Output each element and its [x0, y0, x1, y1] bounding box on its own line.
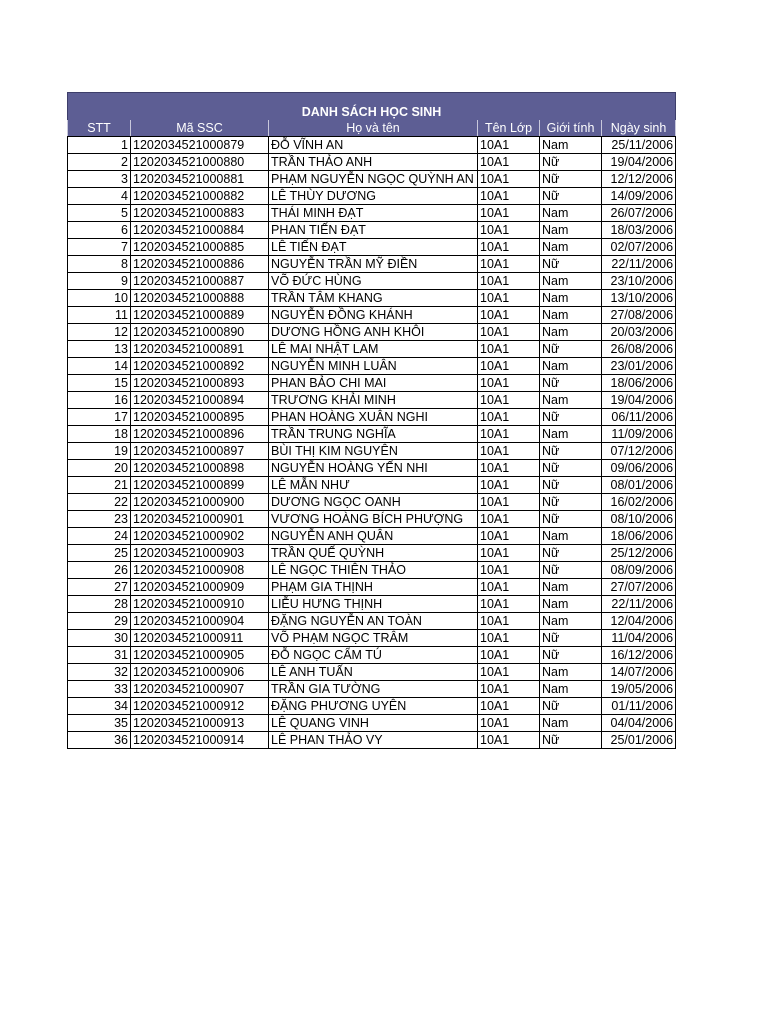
name-cell[interactable]: NGUYỄN ĐỒNG KHÁNH: [269, 307, 478, 324]
table-row: [68, 392, 676, 409]
table-row: [68, 341, 676, 358]
name-cell[interactable]: LÊ MẪN NHƯ: [269, 477, 478, 494]
class-cell[interactable]: 10A1: [478, 477, 540, 494]
gender-cell[interactable]: Nữ: [540, 154, 602, 171]
class-cell[interactable]: 10A1: [478, 358, 540, 375]
name-cell[interactable]: TRẦN THẢO ANH: [269, 154, 478, 171]
stt-cell[interactable]: 30: [68, 630, 131, 647]
name-cell[interactable]: TRẦN TÂM KHANG: [269, 290, 478, 307]
name-cell[interactable]: DƯƠNG HỒNG ANH KHÔI: [269, 324, 478, 341]
stt-cell[interactable]: 10: [68, 290, 131, 307]
birthdate-cell[interactable]: 22/11/2006: [602, 596, 676, 613]
stt-cell[interactable]: 2: [68, 154, 131, 171]
name-cell[interactable]: DƯƠNG NGỌC OANH: [269, 494, 478, 511]
class-cell[interactable]: 10A1: [478, 630, 540, 647]
ma-ssc-cell[interactable]: 1202034521000893: [131, 375, 269, 392]
stt-cell[interactable]: 32: [68, 664, 131, 681]
class-cell[interactable]: 10A1: [478, 256, 540, 273]
class-cell[interactable]: 10A1: [478, 375, 540, 392]
ma-ssc-cell[interactable]: 1202034521000907: [131, 681, 269, 698]
ma-ssc-cell[interactable]: 1202034521000881: [131, 171, 269, 188]
birthdate-cell[interactable]: 19/05/2006: [602, 681, 676, 698]
class-cell[interactable]: 10A1: [478, 698, 540, 715]
ma-ssc-cell[interactable]: 1202034521000886: [131, 256, 269, 273]
class-cell[interactable]: 10A1: [478, 579, 540, 596]
table-row: [68, 222, 676, 239]
stt-cell[interactable]: 7: [68, 239, 131, 256]
table-row: [68, 477, 676, 494]
name-cell[interactable]: VÕ PHẠM NGỌC TRÂM: [269, 630, 478, 647]
class-cell[interactable]: 10A1: [478, 443, 540, 460]
stt-cell[interactable]: 31: [68, 647, 131, 664]
birthdate-cell[interactable]: 07/12/2006: [602, 443, 676, 460]
name-cell[interactable]: PHAN BẢO CHI MAI: [269, 375, 478, 392]
ma-ssc-cell[interactable]: 1202034521000911: [131, 630, 269, 647]
gender-cell[interactable]: Nam: [540, 239, 602, 256]
name-cell[interactable]: PHẠM NGUYỄN NGỌC QUỲNH AN: [269, 171, 478, 188]
stt-cell[interactable]: 33: [68, 681, 131, 698]
stt-cell[interactable]: 34: [68, 698, 131, 715]
table-row: [68, 290, 676, 307]
header-row: [68, 120, 676, 137]
birthdate-cell[interactable]: 14/09/2006: [602, 188, 676, 205]
class-cell[interactable]: 10A1: [478, 596, 540, 613]
ma-ssc-cell[interactable]: 1202034521000898: [131, 460, 269, 477]
ma-ssc-cell[interactable]: 1202034521000884: [131, 222, 269, 239]
ma-ssc-cell[interactable]: 1202034521000909: [131, 579, 269, 596]
ma-ssc-cell[interactable]: 1202034521000885: [131, 239, 269, 256]
header-ma-ssc[interactable]: Mã SSC: [131, 120, 269, 137]
stt-cell[interactable]: 8: [68, 256, 131, 273]
birthdate-cell[interactable]: 16/02/2006: [602, 494, 676, 511]
name-cell[interactable]: BÙI THỊ KIM NGUYÊN: [269, 443, 478, 460]
stt-cell[interactable]: 5: [68, 205, 131, 222]
class-cell[interactable]: 10A1: [478, 715, 540, 732]
stt-cell[interactable]: 26: [68, 562, 131, 579]
table-row: [68, 171, 676, 188]
name-cell[interactable]: LÊ MAI NHẬT LAM: [269, 341, 478, 358]
gender-cell[interactable]: Nữ: [540, 375, 602, 392]
gender-cell[interactable]: Nữ: [540, 630, 602, 647]
stt-cell[interactable]: 19: [68, 443, 131, 460]
class-cell[interactable]: 10A1: [478, 137, 540, 154]
ma-ssc-cell[interactable]: 1202034521000902: [131, 528, 269, 545]
table-row: [68, 630, 676, 647]
class-cell[interactable]: 10A1: [478, 545, 540, 562]
gender-cell[interactable]: Nam: [540, 664, 602, 681]
gender-cell[interactable]: Nam: [540, 205, 602, 222]
name-cell[interactable]: PHẠM GIA THỊNH: [269, 579, 478, 596]
ma-ssc-cell[interactable]: 1202034521000906: [131, 664, 269, 681]
header-ngay-sinh[interactable]: Ngày sinh: [602, 120, 676, 137]
ma-ssc-cell[interactable]: 1202034521000891: [131, 341, 269, 358]
stt-cell[interactable]: 15: [68, 375, 131, 392]
stt-cell[interactable]: 14: [68, 358, 131, 375]
gender-cell[interactable]: Nữ: [540, 171, 602, 188]
name-cell[interactable]: NGUYỄN HOÀNG YẾN NHI: [269, 460, 478, 477]
birthdate-cell[interactable]: 06/11/2006: [602, 409, 676, 426]
header-stt[interactable]: STT: [68, 120, 131, 137]
table-title: DANH SÁCH HỌC SINH: [68, 93, 676, 121]
ma-ssc-cell[interactable]: 1202034521000887: [131, 273, 269, 290]
table-row: [68, 188, 676, 205]
gender-cell[interactable]: Nam: [540, 392, 602, 409]
student-list-sheet: [67, 92, 675, 749]
table-row: [68, 154, 676, 171]
header-gioi-tinh[interactable]: Giới tính: [540, 120, 602, 137]
birthdate-cell[interactable]: 01/11/2006: [602, 698, 676, 715]
ma-ssc-cell[interactable]: 1202034521000889: [131, 307, 269, 324]
gender-cell[interactable]: Nữ: [540, 562, 602, 579]
birthdate-cell[interactable]: 12/04/2006: [602, 613, 676, 630]
ma-ssc-cell[interactable]: 1202034521000879: [131, 137, 269, 154]
class-cell[interactable]: 10A1: [478, 205, 540, 222]
stt-cell[interactable]: 25: [68, 545, 131, 562]
class-cell[interactable]: 10A1: [478, 511, 540, 528]
class-cell[interactable]: 10A1: [478, 494, 540, 511]
class-cell[interactable]: 10A1: [478, 290, 540, 307]
stt-cell[interactable]: 36: [68, 732, 131, 749]
ma-ssc-cell[interactable]: 1202034521000905: [131, 647, 269, 664]
name-cell[interactable]: LÊ NGỌC THIÊN THẢO: [269, 562, 478, 579]
name-cell[interactable]: TRẦN QUẾ QUỲNH: [269, 545, 478, 562]
birthdate-cell[interactable]: 11/09/2006: [602, 426, 676, 443]
ma-ssc-cell[interactable]: 1202034521000882: [131, 188, 269, 205]
stt-cell[interactable]: 12: [68, 324, 131, 341]
table-row: [68, 205, 676, 222]
class-cell[interactable]: 10A1: [478, 562, 540, 579]
table-row: [68, 715, 676, 732]
birthdate-cell[interactable]: 08/09/2006: [602, 562, 676, 579]
class-cell[interactable]: 10A1: [478, 222, 540, 239]
table-row: [68, 613, 676, 630]
ma-ssc-cell[interactable]: 1202034521000897: [131, 443, 269, 460]
stt-cell[interactable]: 24: [68, 528, 131, 545]
table-row: [68, 409, 676, 426]
gender-cell[interactable]: Nữ: [540, 545, 602, 562]
gender-cell[interactable]: Nữ: [540, 188, 602, 205]
birthdate-cell[interactable]: 09/06/2006: [602, 460, 676, 477]
table-row: [68, 732, 676, 749]
class-cell[interactable]: 10A1: [478, 647, 540, 664]
class-cell[interactable]: 10A1: [478, 426, 540, 443]
name-cell[interactable]: ĐẶNG PHƯƠNG UYÊN: [269, 698, 478, 715]
birthdate-cell[interactable]: 20/03/2006: [602, 324, 676, 341]
ma-ssc-cell[interactable]: 1202034521000900: [131, 494, 269, 511]
stt-cell[interactable]: 11: [68, 307, 131, 324]
birthdate-cell[interactable]: 18/06/2006: [602, 375, 676, 392]
table-row: [68, 358, 676, 375]
name-cell[interactable]: TRƯƠNG KHẢI MINH: [269, 392, 478, 409]
birthdate-cell[interactable]: 11/04/2006: [602, 630, 676, 647]
ma-ssc-cell[interactable]: 1202034521000904: [131, 613, 269, 630]
stt-cell[interactable]: 1: [68, 137, 131, 154]
stt-cell[interactable]: 20: [68, 460, 131, 477]
gender-cell[interactable]: Nam: [540, 528, 602, 545]
birthdate-cell[interactable]: 23/01/2006: [602, 358, 676, 375]
gender-cell[interactable]: Nam: [540, 681, 602, 698]
gender-cell[interactable]: Nam: [540, 715, 602, 732]
ma-ssc-cell[interactable]: 1202034521000880: [131, 154, 269, 171]
table-row: [68, 562, 676, 579]
gender-cell[interactable]: Nữ: [540, 409, 602, 426]
table-row: [68, 596, 676, 613]
name-cell[interactable]: VÕ ĐỨC HÙNG: [269, 273, 478, 290]
stt-cell[interactable]: 27: [68, 579, 131, 596]
name-cell[interactable]: LÊ THÙY DƯƠNG: [269, 188, 478, 205]
name-cell[interactable]: LÊ TIẾN ĐẠT: [269, 239, 478, 256]
table-row: [68, 698, 676, 715]
ma-ssc-cell[interactable]: 1202034521000903: [131, 545, 269, 562]
birthdate-cell[interactable]: 26/08/2006: [602, 341, 676, 358]
birthdate-cell[interactable]: 18/06/2006: [602, 528, 676, 545]
ma-ssc-cell[interactable]: 1202034521000883: [131, 205, 269, 222]
class-cell[interactable]: 10A1: [478, 732, 540, 749]
class-cell[interactable]: 10A1: [478, 392, 540, 409]
birthdate-cell[interactable]: 19/04/2006: [602, 392, 676, 409]
birthdate-cell[interactable]: 14/07/2006: [602, 664, 676, 681]
name-cell[interactable]: TRẦN GIA TƯỜNG: [269, 681, 478, 698]
stt-cell[interactable]: 22: [68, 494, 131, 511]
class-cell[interactable]: 10A1: [478, 239, 540, 256]
birthdate-cell[interactable]: 19/04/2006: [602, 154, 676, 171]
stt-cell[interactable]: 6: [68, 222, 131, 239]
birthdate-cell[interactable]: 25/12/2006: [602, 545, 676, 562]
gender-cell[interactable]: Nữ: [540, 477, 602, 494]
name-cell[interactable]: ĐỖ VĨNH AN: [269, 137, 478, 154]
gender-cell[interactable]: Nữ: [540, 698, 602, 715]
gender-cell[interactable]: Nam: [540, 358, 602, 375]
stt-cell[interactable]: 21: [68, 477, 131, 494]
table-row: [68, 239, 676, 256]
stt-cell[interactable]: 23: [68, 511, 131, 528]
birthdate-cell[interactable]: 23/10/2006: [602, 273, 676, 290]
name-cell[interactable]: NGUYỄN MINH LUÂN: [269, 358, 478, 375]
table-row: [68, 664, 676, 681]
ma-ssc-cell[interactable]: 1202034521000894: [131, 392, 269, 409]
birthdate-cell[interactable]: 27/07/2006: [602, 579, 676, 596]
birthdate-cell[interactable]: 26/07/2006: [602, 205, 676, 222]
name-cell[interactable]: TRẦN TRUNG NGHĨA: [269, 426, 478, 443]
birthdate-cell[interactable]: 22/11/2006: [602, 256, 676, 273]
name-cell[interactable]: ĐẶNG NGUYỄN AN TOÀN: [269, 613, 478, 630]
name-cell[interactable]: LÊ QUANG VINH: [269, 715, 478, 732]
table-row: [68, 494, 676, 511]
table-row: [68, 426, 676, 443]
name-cell[interactable]: PHAN HOÀNG XUÂN NGHI: [269, 409, 478, 426]
class-cell[interactable]: 10A1: [478, 664, 540, 681]
class-cell[interactable]: 10A1: [478, 460, 540, 477]
name-cell[interactable]: ĐỖ NGỌC CẨM TÚ: [269, 647, 478, 664]
birthdate-cell[interactable]: 25/11/2006: [602, 137, 676, 154]
gender-cell[interactable]: Nam: [540, 613, 602, 630]
birthdate-cell[interactable]: 02/07/2006: [602, 239, 676, 256]
stt-cell[interactable]: 9: [68, 273, 131, 290]
stt-cell[interactable]: 16: [68, 392, 131, 409]
birthdate-cell[interactable]: 16/12/2006: [602, 647, 676, 664]
class-cell[interactable]: 10A1: [478, 613, 540, 630]
table-row: [68, 579, 676, 596]
ma-ssc-cell[interactable]: 1202034521000913: [131, 715, 269, 732]
stt-cell[interactable]: 28: [68, 596, 131, 613]
gender-cell[interactable]: Nữ: [540, 256, 602, 273]
table-row: [68, 443, 676, 460]
ma-ssc-cell[interactable]: 1202034521000910: [131, 596, 269, 613]
name-cell[interactable]: NGUYỄN TRẦN MỸ ĐIỀN: [269, 256, 478, 273]
stt-cell[interactable]: 4: [68, 188, 131, 205]
gender-cell[interactable]: Nam: [540, 222, 602, 239]
ma-ssc-cell[interactable]: 1202034521000899: [131, 477, 269, 494]
birthdate-cell[interactable]: 13/10/2006: [602, 290, 676, 307]
name-cell[interactable]: VƯƠNG HOÀNG BÍCH PHƯỢNG: [269, 511, 478, 528]
name-cell[interactable]: LIỄU HƯNG THỊNH: [269, 596, 478, 613]
table-row: [68, 511, 676, 528]
birthdate-cell[interactable]: 12/12/2006: [602, 171, 676, 188]
gender-cell[interactable]: Nữ: [540, 341, 602, 358]
class-cell[interactable]: 10A1: [478, 154, 540, 171]
ma-ssc-cell[interactable]: 1202034521000895: [131, 409, 269, 426]
ma-ssc-cell[interactable]: 1202034521000901: [131, 511, 269, 528]
ma-ssc-cell[interactable]: 1202034521000912: [131, 698, 269, 715]
class-cell[interactable]: 10A1: [478, 273, 540, 290]
name-cell[interactable]: LÊ PHAN THẢO VY: [269, 732, 478, 749]
student-table: [67, 92, 676, 749]
gender-cell[interactable]: Nữ: [540, 647, 602, 664]
stt-cell[interactable]: 35: [68, 715, 131, 732]
gender-cell[interactable]: Nam: [540, 426, 602, 443]
gender-cell[interactable]: Nữ: [540, 494, 602, 511]
stt-cell[interactable]: 17: [68, 409, 131, 426]
table-row: [68, 545, 676, 562]
ma-ssc-cell[interactable]: 1202034521000892: [131, 358, 269, 375]
gender-cell[interactable]: Nam: [540, 324, 602, 341]
header-ho-va-ten[interactable]: Họ và tên: [269, 120, 478, 137]
birthdate-cell[interactable]: 08/10/2006: [602, 511, 676, 528]
stt-cell[interactable]: 18: [68, 426, 131, 443]
gender-cell[interactable]: Nam: [540, 307, 602, 324]
class-cell[interactable]: 10A1: [478, 341, 540, 358]
table-row: [68, 460, 676, 477]
table-row: [68, 137, 676, 154]
table-row: [68, 307, 676, 324]
birthdate-cell[interactable]: 25/01/2006: [602, 732, 676, 749]
birthdate-cell[interactable]: 18/03/2006: [602, 222, 676, 239]
birthdate-cell[interactable]: 04/04/2006: [602, 715, 676, 732]
class-cell[interactable]: 10A1: [478, 171, 540, 188]
stt-cell[interactable]: 3: [68, 171, 131, 188]
table-row: [68, 375, 676, 392]
ma-ssc-cell[interactable]: 1202034521000914: [131, 732, 269, 749]
gender-cell[interactable]: Nữ: [540, 511, 602, 528]
gender-cell[interactable]: Nữ: [540, 460, 602, 477]
name-cell[interactable]: PHAN TIẾN ĐẠT: [269, 222, 478, 239]
ma-ssc-cell[interactable]: 1202034521000888: [131, 290, 269, 307]
header-ten-lop[interactable]: Tên Lớp: [478, 120, 540, 137]
name-cell[interactable]: LÊ ANH TUẤN: [269, 664, 478, 681]
ma-ssc-cell[interactable]: 1202034521000896: [131, 426, 269, 443]
gender-cell[interactable]: Nam: [540, 273, 602, 290]
table-row: [68, 681, 676, 698]
ma-ssc-cell[interactable]: 1202034521000908: [131, 562, 269, 579]
class-cell[interactable]: 10A1: [478, 409, 540, 426]
table-row: [68, 273, 676, 290]
class-cell[interactable]: 10A1: [478, 528, 540, 545]
class-cell[interactable]: 10A1: [478, 681, 540, 698]
gender-cell[interactable]: Nam: [540, 596, 602, 613]
gender-cell[interactable]: Nam: [540, 579, 602, 596]
gender-cell[interactable]: Nữ: [540, 443, 602, 460]
table-row: [68, 256, 676, 273]
class-cell[interactable]: 10A1: [478, 324, 540, 341]
table-row: [68, 647, 676, 664]
birthdate-cell[interactable]: 08/01/2006: [602, 477, 676, 494]
table-row: [68, 324, 676, 341]
ma-ssc-cell[interactable]: 1202034521000890: [131, 324, 269, 341]
birthdate-cell[interactable]: 27/08/2006: [602, 307, 676, 324]
gender-cell[interactable]: Nam: [540, 290, 602, 307]
table-row: [68, 528, 676, 545]
gender-cell[interactable]: Nữ: [540, 732, 602, 749]
class-cell[interactable]: 10A1: [478, 307, 540, 324]
stt-cell[interactable]: 13: [68, 341, 131, 358]
name-cell[interactable]: NGUYỄN ANH QUÂN: [269, 528, 478, 545]
gender-cell[interactable]: Nam: [540, 137, 602, 154]
name-cell[interactable]: THÁI MINH ĐẠT: [269, 205, 478, 222]
class-cell[interactable]: 10A1: [478, 188, 540, 205]
stt-cell[interactable]: 29: [68, 613, 131, 630]
